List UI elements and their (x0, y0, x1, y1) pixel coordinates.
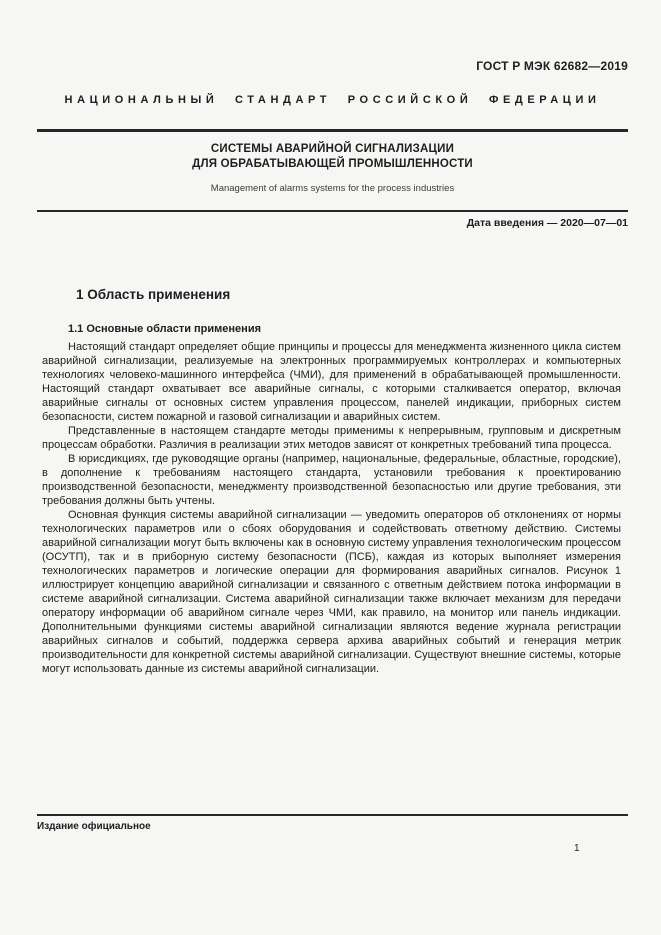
standard-type-header: НАЦИОНАЛЬНЫЙ СТАНДАРТ РОССИЙСКОЙ ФЕДЕРАЦИИ (64, 94, 601, 106)
paragraph: Основная функция системы аварийной сигнализации — уведомить операторов об отклонениях от нормы технологических параметров или о сбоях оборудования и содействовать ответному действию. Системы аварийной сигнализации могут быть включены как в основную систему управления технологическим процессом (ОСУТП), так и в приборную систему безопасности (ПСБ), каждая из которых выполняет измерения технологических параметров и логические операции для формирования аварийных сигналов. Рисунок 1 иллюстрирует концепцию аварийной сигнализации и связанного с ответным действием потока информации в системе аварийной сигнализации. Система аварийной сигнализации также включает механизм для передачи оператору информации об аварийном сигнале через ЧМИ, как правило, на монитор или панель индикации. Дополнительными функциями системы аварийной сигнализации являются ведение журнала регистрации аварийных сигналов и событий, поддержка сервера архива аварийных событий и генерация метрик производительности для конкретной системы аварийной сигнализации. Существуют внешние системы, которые могут использовать данные из системы аварийной сигнализации. (42, 509, 621, 675)
footer-rule (37, 814, 628, 816)
doc-title-line1: СИСТЕМЫ АВАРИЙНОЙ СИГНАЛИЗАЦИИ (210, 143, 455, 155)
body-text (42, 340, 621, 676)
title-rule-thin (37, 210, 628, 212)
header-rule-thick (37, 129, 628, 132)
doc-title-line2: ДЛЯ ОБРАБАТЫВАЮЩЕЙ ПРОМЫШЛЕННОСТИ (192, 158, 473, 170)
doc-title (37, 142, 628, 172)
doc-number: ГОСТ Р МЭК 62682—2019 (476, 59, 628, 73)
paragraph: В юрисдикциях, где руководящие органы (например, национальные, федеральные, областные, городские), в дополнение к требованиям настоящего стандарта, установили требования к проектированию производственной безопасности, менеджменту производственной безопасностью или другие требования, эти требования должны быть учтены. (42, 453, 621, 507)
doc-subtitle-en: Management of alarms systems for the process industries (210, 183, 455, 194)
introduction-date: Дата введения — 2020—07—01 (466, 217, 628, 229)
paragraph: Настоящий стандарт определяет общие принципы и процессы для менеджмента жизненного цикла систем аварийной сигнализации, реализуемые на электронных программируемых контроллерах и компьютерных технологиях человеко-машинного интерфейса (ЧМИ), для применений в обрабатывающей промышленности. Настоящий стандарт охватывает все аварийные сигналы, с которыми сталкивается оператор, включая аварийные сигналы от основных систем управления процессом, панелей индикации, приборных систем безопасности, систем пожарной и газовой сигнализации и аварийных систем. (42, 341, 621, 423)
subsection-heading: 1.1 Основные области применения (68, 323, 261, 335)
section-heading: 1 Область применения (76, 287, 231, 302)
official-edition-note: Издание официальное (37, 821, 151, 832)
page-number: 1 (574, 843, 580, 854)
paragraph: Представленные в настоящем стандарте методы применимы к непрерывным, групповым и дискретным процессам обработки. Различия в реализации этих методов зависят от конкретных требований типа процесса. (42, 425, 621, 451)
